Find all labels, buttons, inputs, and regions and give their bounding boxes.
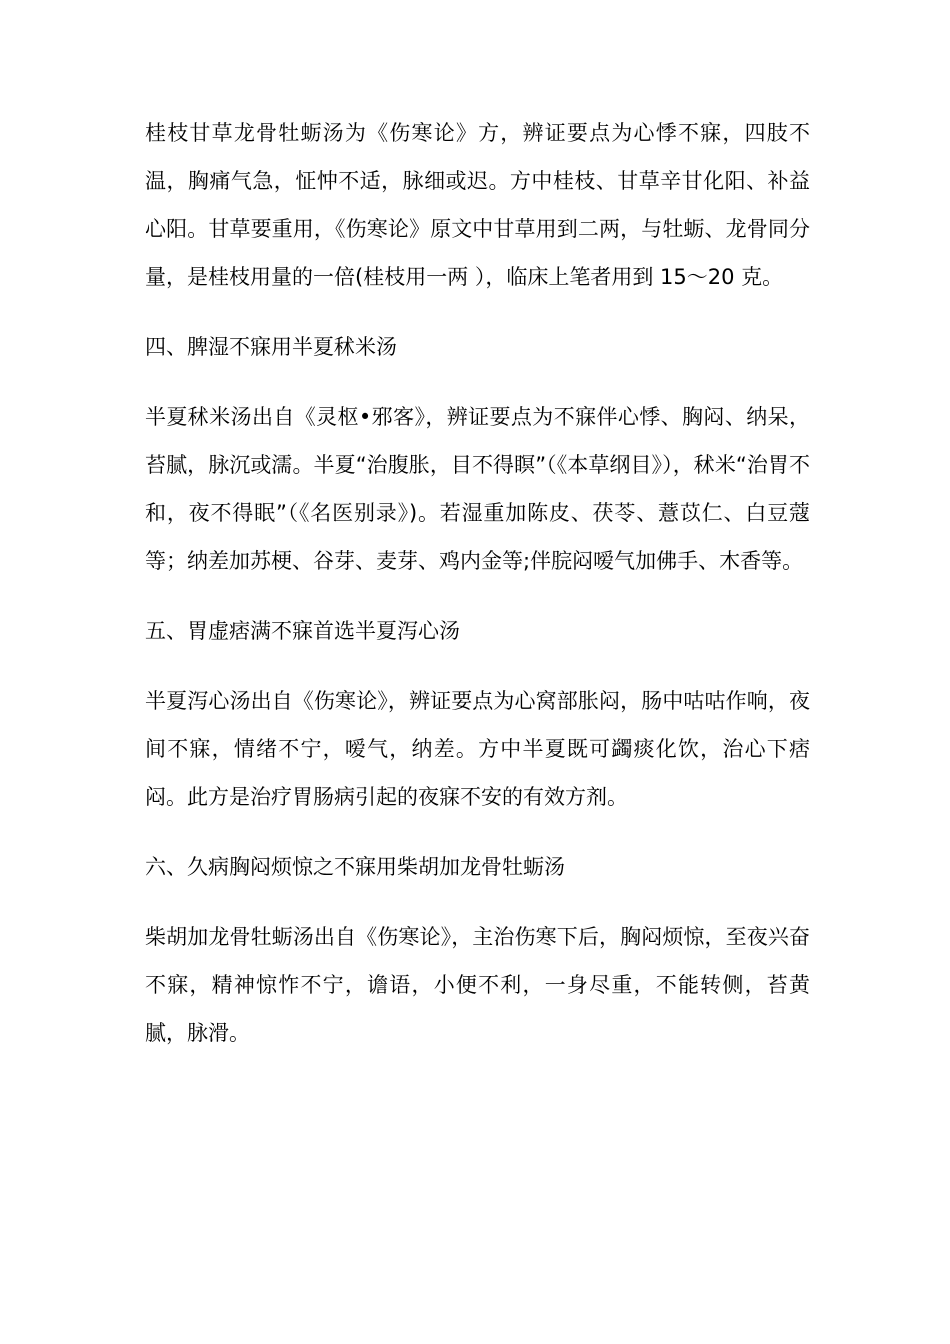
paragraph-chaihu-longgu: 柴胡加龙骨牡蛎汤出自《伤寒论》，主治伤寒下后，胸闷烦惊，至夜兴奋不寐，精神惊怍不宁，谵语，小便不利，一身尽重，不能转侧，苔黄腻，脉滑。 xyxy=(145,925,810,1045)
section-heading-6: 六、久病胸闷烦惊之不寐用柴胡加龙骨牡蛎汤 xyxy=(145,855,565,879)
section-heading-5: 五、胃虚痞满不寐首选半夏泻心汤 xyxy=(145,619,460,643)
paragraph-banxia-shumi: 半夏秫米汤出自《灵枢•邪客》，辨证要点为不寐伴心悸、胸闷、纳呆，苔腻，脉沉或濡。半夏“治腹胀，目不得瞑”（《本草纲目》），秫米“治胃不和，夜不得眠”（《名医别录》)。若湿重加陈皮、茯苓、薏苡仁、白豆蔻等；纳差加苏梗、谷芽、麦芽、鸡内金等;伴脘闷嗳气加佛手、木香等。 xyxy=(145,405,810,573)
paragraph-guizhi-gancao: 桂枝甘草龙骨牡蛎汤为《伤寒论》方，辨证要点为心悸不寐，四肢不温，胸痛气急，怔忡不适，脉细或迟。方中桂枝、甘草辛甘化阳、补益心阳。甘草要重用，《伤寒论》原文中甘草用到二两，与牡蛎、龙骨同分量，是桂枝用量的一倍(桂枝用一两 ），临床上笔者用到 15～20 克。 xyxy=(145,121,810,289)
paragraph-banxia-xiexin: 半夏泻心汤出自《伤寒论》，辨证要点为心窝部胀闷，肠中咕咕作响，夜间不寐，情绪不宁，嗳气，纳差。方中半夏既可蠲痰化饮，治心下痞闷。此方是治疗胃肠病引起的夜寐不安的有效方剂。 xyxy=(145,689,810,809)
section-heading-4: 四、脾湿不寐用半夏秫米汤 xyxy=(145,335,397,359)
document-body xyxy=(145,109,810,1057)
